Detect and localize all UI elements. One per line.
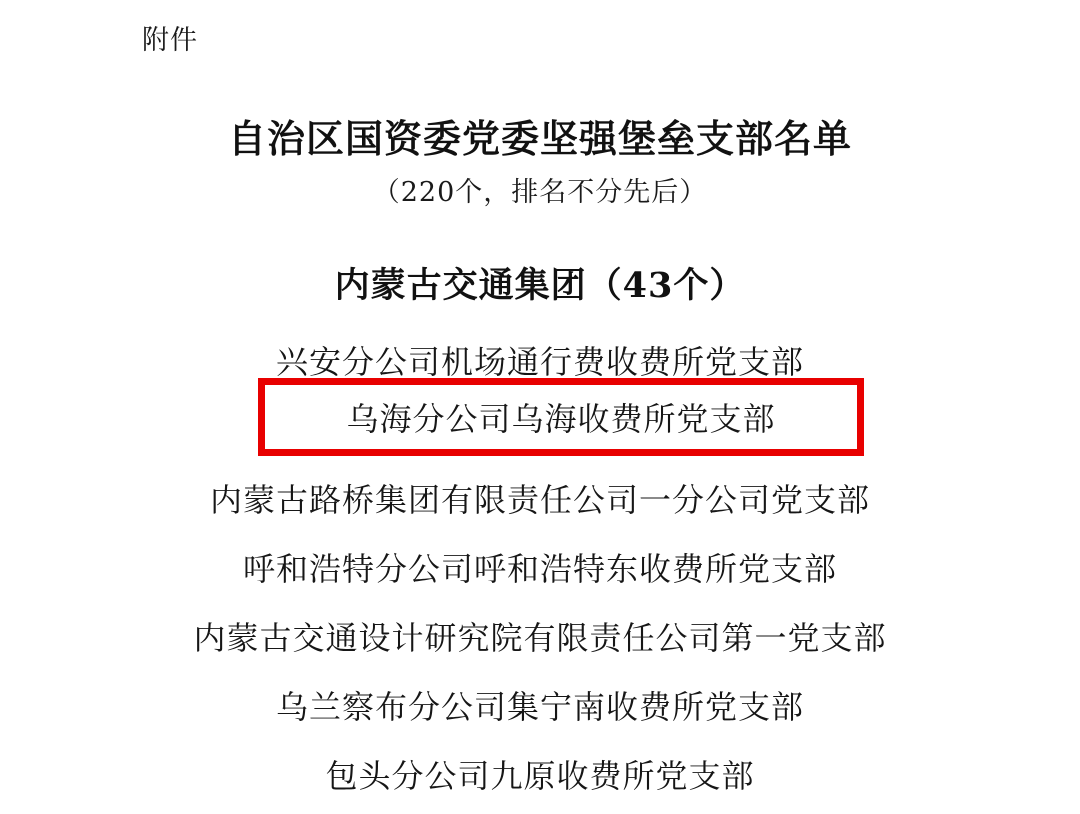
section-heading: 内蒙古交通集团（43个） [334,265,746,306]
document-subtitle: （220个，排名不分先后） [372,177,708,208]
list-item: 包头分公司九原收费所党支部 [325,757,755,795]
page-title: 自治区国资委党委坚强堡垒支部名单 [227,116,852,161]
list-item: 兴安分公司机场通行费收费所党支部 [275,343,804,381]
list-item-highlighted: 乌海分公司乌海收费所党支部 [346,400,776,438]
list-item: 内蒙古路桥集团有限责任公司一分公司党支部 [209,481,870,519]
list-item: 呼和浩特分公司呼和浩特东收费所党支部 [242,550,837,588]
list-item: 乌兰察布分公司集宁南收费所党支部 [275,688,804,726]
list-item: 内蒙古交通设计研究院有限责任公司第一党支部 [193,619,887,657]
attachment-label: 附件 [142,25,198,56]
